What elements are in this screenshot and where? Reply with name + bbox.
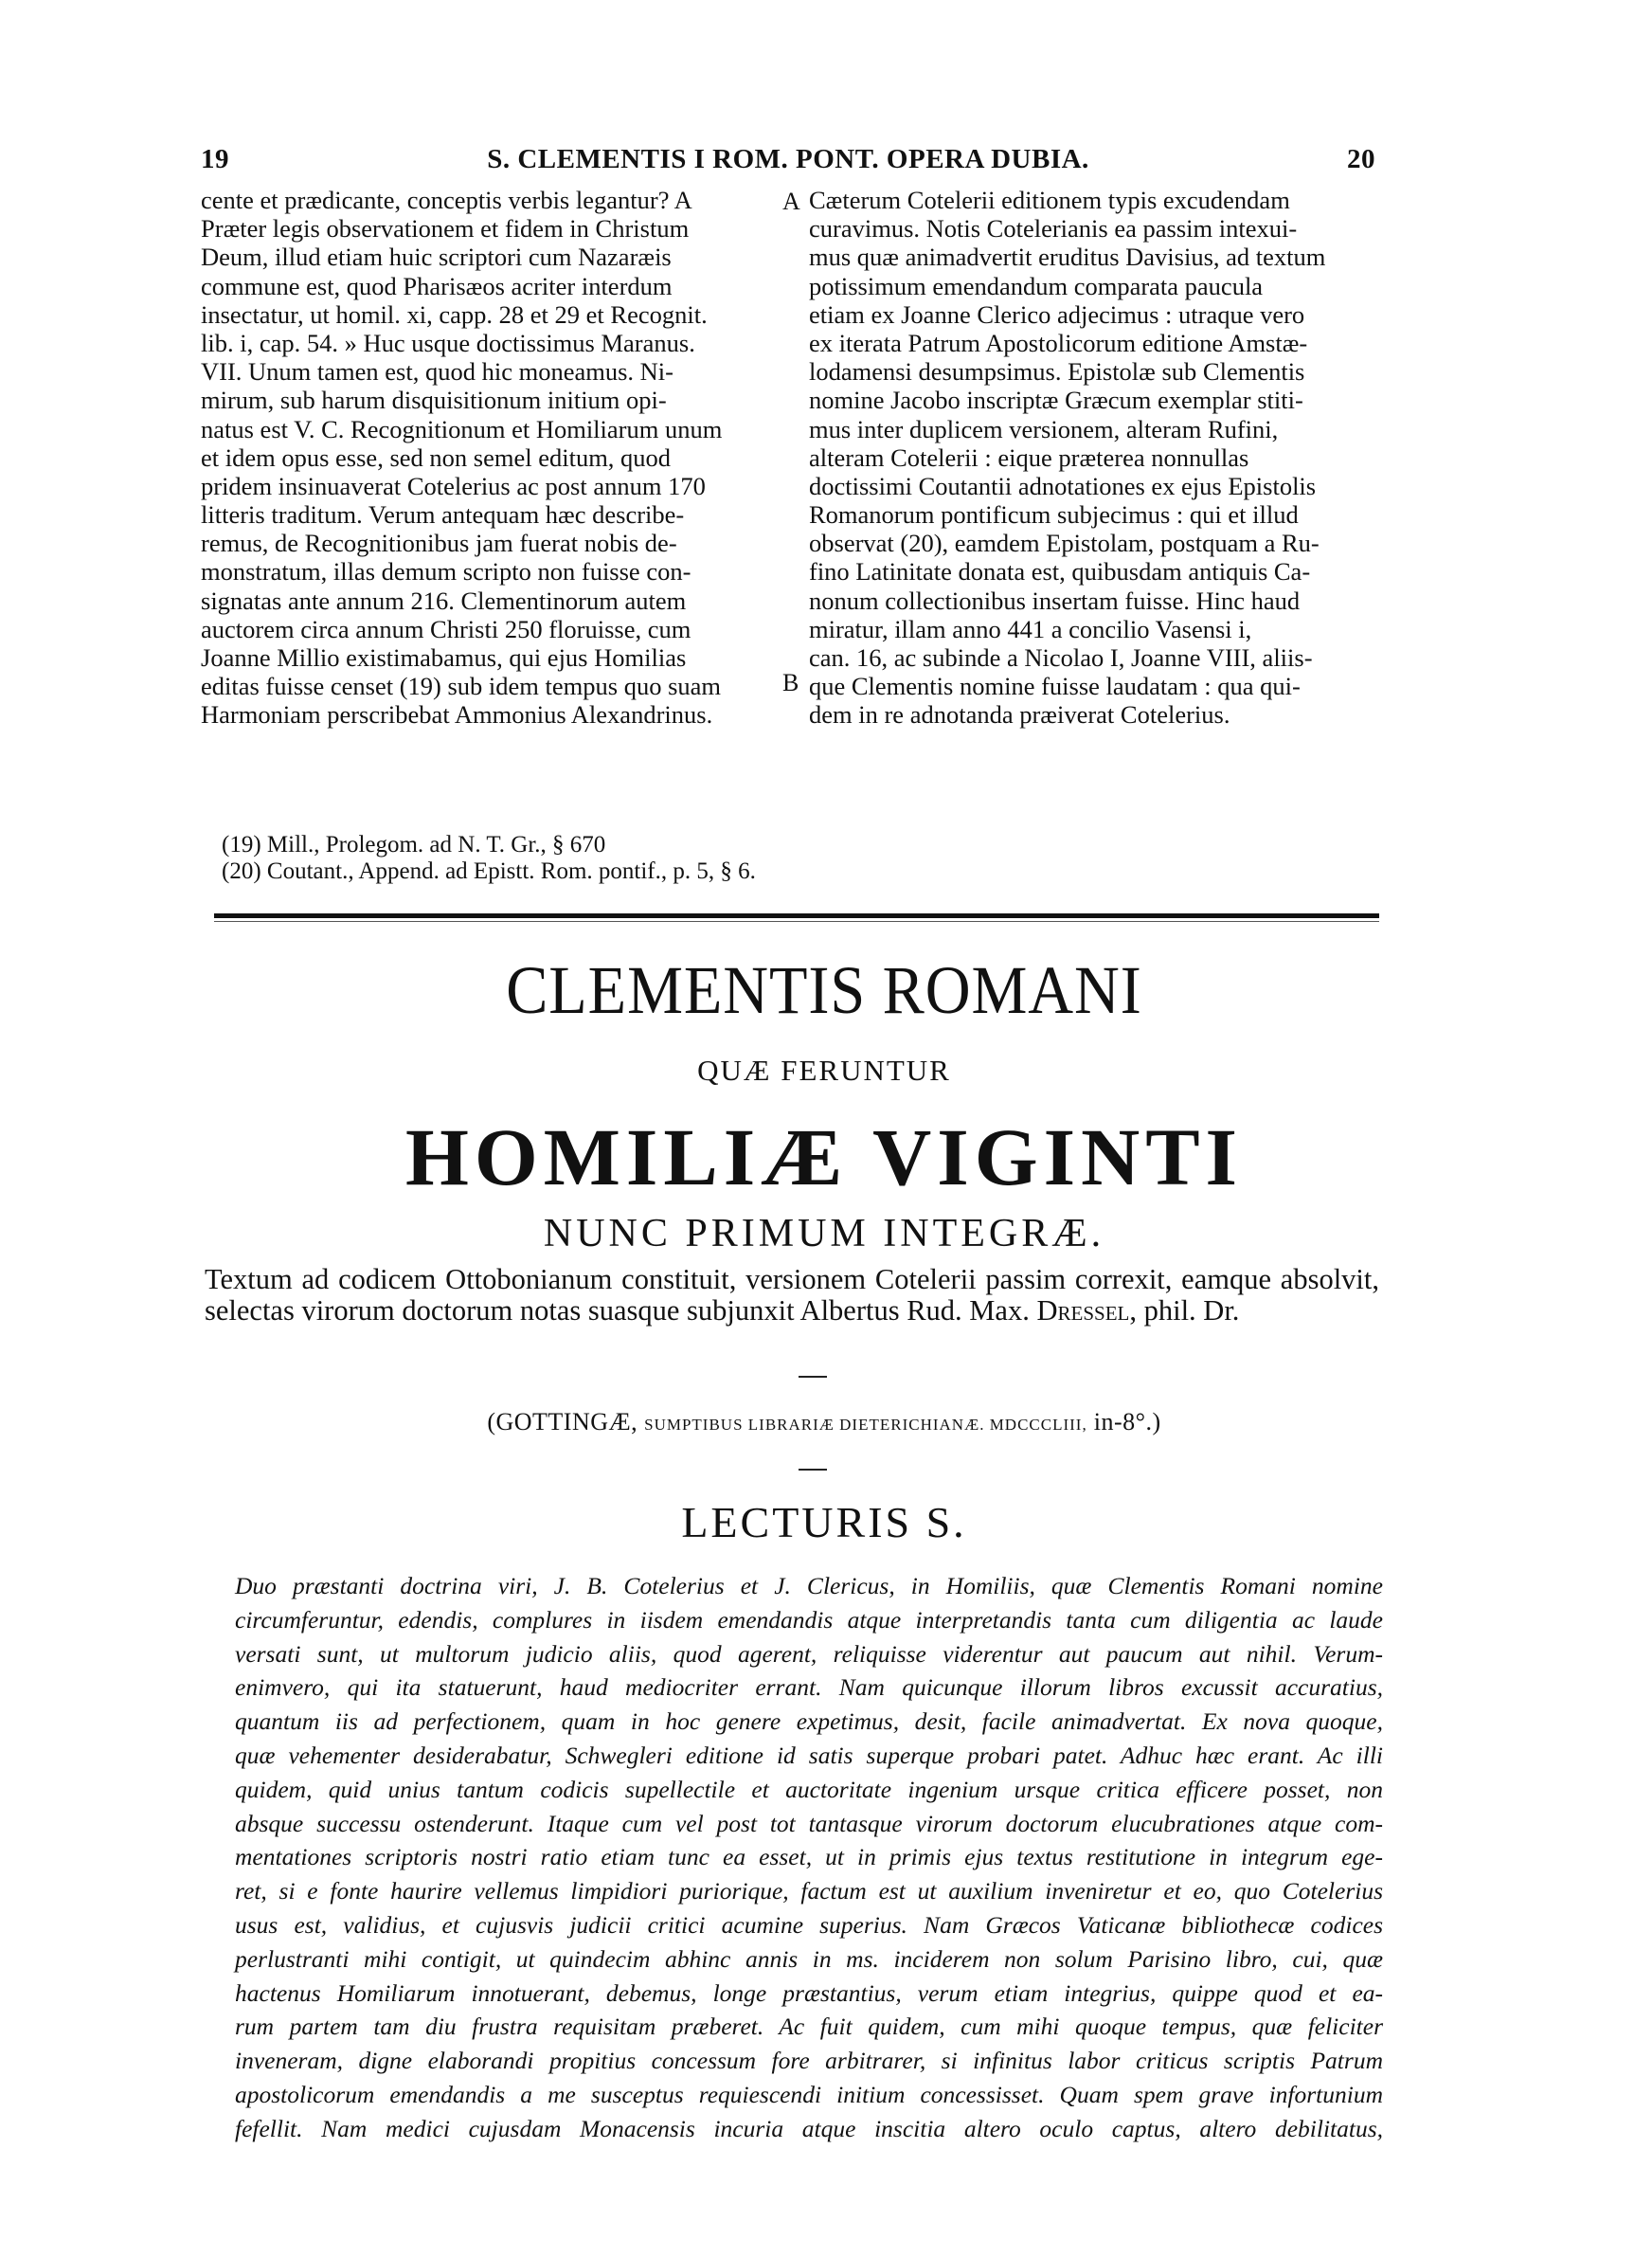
right-column-line: miratur, illam anno 441 a concilio Vasensi i,: [809, 614, 1252, 643]
left-column: [201, 186, 779, 730]
footnote: (19) Mill., Prolegom. ad N. T. Gr., § 670: [222, 832, 606, 858]
imprint-close: in-8°.): [1086, 1408, 1161, 1435]
left-column-line: natus est V. C. Recognitionum et Homiliarum unum: [201, 414, 723, 443]
nunc-title: NUNC PRIMUM INTEGRÆ.: [543, 1212, 1105, 1255]
preface-line: perlustranti mihi contigit, ut quindecim abhinc annis in ms. inciderem non solum Parisino libro, cui, quæ: [235, 1944, 1383, 1973]
footnote: (20) Coutant., Append. ad Epistt. Rom. pontif., p. 5, § 6.: [222, 858, 756, 884]
left-column-line: litteris traditum. Verum antequam hæc describe-: [201, 500, 685, 530]
preface-line: hactenus Homiliarum innotuerant, debemus, longe præstantius, verum etiam integrius, quippe quod et ea-: [235, 1978, 1383, 2007]
right-column-line: mus inter duplicem versionem, alteram Rufini,: [809, 414, 1279, 443]
left-page-number: 19: [201, 144, 229, 174]
left-column-line: editas fuisse censet (19) sub idem tempus quo suam: [201, 672, 722, 701]
right-column: [809, 186, 1387, 730]
preface-line: inveneram, digne elaborandi propitius concessum fore arbitrarer, si infinitus labor criticus scriptis Patrum: [235, 2047, 1383, 2075]
left-column-line: remus, de Recognitionibus jam fuerat nobis de-: [201, 529, 677, 558]
left-column-line: cente et prædicante, conceptis verbis legantur? A: [201, 186, 692, 214]
left-column-line: Præter legis observationem et fidem in Christum: [201, 214, 690, 244]
left-column-line: Deum, illud etiam huic scriptori cum Nazaræis: [201, 243, 672, 272]
left-column-line: monstratum, illas demum scripto non fuisse con-: [201, 557, 691, 587]
dash-divider: [799, 1469, 827, 1471]
right-column-line: lodamensi desumpsimus. Epistolæ sub Clementis: [809, 357, 1305, 387]
preface-line: enimvero, qui ita statuerunt, haud mediocriter errant. Nam quicunque illorum libros excussit accuratius,: [235, 1673, 1383, 1702]
column-marker-a: A: [782, 188, 800, 215]
right-column-line: ex iterata Patrum Apostolicorum editione Amstæ-: [809, 328, 1308, 357]
right-column-line: Cæterum Cotelerii editionem typis excudendam: [809, 186, 1290, 214]
preface-line: ret, si e fonte haurire vellemus limpidiori puriorique, factum est ut auxilium inveniretur et eo, quo Cotelerius: [235, 1877, 1383, 1905]
description-text: Textum ad codicem Ottobonianum constituit, versionem Cotelerii passim correxit, eamque absolvit, selectas virorum doctorum notas suasque subjunxit Albertus Rud. Max.: [205, 1263, 1379, 1327]
left-column-line: pridem insinuaverat Cotelerius ac post annum 170: [201, 471, 706, 500]
left-column-line: mirum, sub harum disquisitionum initium opi-: [201, 386, 667, 415]
footnotes: [222, 832, 756, 885]
left-column-line: Joanne Millio existimabamus, qui ejus Homilias: [201, 643, 687, 672]
left-column-line: et idem opus esse, sed non semel editum, quod: [201, 442, 672, 472]
right-column-line: Romanorum pontificum subjecimus : qui et illud: [809, 500, 1299, 530]
preface-line: fefellit. Nam medici cujusdam Monacensis incuria atque inscitia altero oculo captus, altero debilitatus,: [235, 2114, 1383, 2142]
sub-title: QUÆ FERUNTUR: [697, 1054, 951, 1087]
preface-line: rum partem tam diu frustra requisitam præberet. Ac fuit quidem, cum mihi quoque tempus, quæ feliciter: [235, 2013, 1383, 2041]
homilies-title: HOMILIÆ VIGINTI: [404, 1111, 1244, 1202]
imprint-publisher: SUMPTIBUS LIBRARIÆ DIETERICHIANÆ. MDCCCLIII,: [644, 1416, 1087, 1434]
preface-line: usus est, validius, et cujusvis judicii critici acumine superius. Nam Græcos Vaticanæ bibliothecæ codices: [235, 1910, 1383, 1939]
right-column-line: can. 16, ac subinde a Nicolao I, Joanne VIII, aliis-: [809, 643, 1313, 672]
preface-line: versati sunt, ut multorum judicio aliis, quod agerent, reliquisse viderentur aut paucum aut nihil. Verum-: [235, 1639, 1383, 1668]
imprint-open: (GOTTINGÆ,: [487, 1408, 645, 1435]
right-column-line: doctissimi Coutantii adnotationes ex ejus Epistolis: [809, 471, 1317, 500]
lecturis-heading: LECTURIS S.: [681, 1498, 967, 1546]
section-divider: [214, 913, 1379, 918]
preface-text: [235, 1569, 1383, 2146]
right-column-line: nomine Jacobo inscriptæ Græcum exemplar stiti-: [809, 386, 1303, 415]
main-title: CLEMENTIS ROMANI: [506, 952, 1142, 1028]
right-column-line: curavimus. Notis Cotelerianis ea passim intexui-: [809, 214, 1298, 244]
section-divider-thin: [214, 921, 1379, 922]
left-column-line: VII. Unum tamen est, quod hic moneamus. Ni-: [201, 357, 673, 387]
preface-line: Duo præstanti doctrina viri, J. B. Cotelerius et J. Clericus, in Homiliis, quæ Clementis Romani nomine: [235, 1572, 1383, 1599]
imprint: [189, 1408, 1459, 1436]
right-column-line: nonum collectionibus insertam fuisse. Hinc haud: [809, 586, 1301, 615]
right-column-line: etiam ex Joanne Clerico adjecimus : utraque vero: [809, 299, 1305, 329]
preface-line: mentationes scriptoris nostri ratio etiam tunc ea esset, ut in primis ejus textus restitutione in integrum ege-: [235, 1843, 1383, 1871]
right-column-line: mus quæ animadvertit eruditus Davisius, ad textum: [809, 243, 1326, 272]
preface-line: absque successu ostenderunt. Itaque cum vel post tot tantasque virorum doctorum elucubrationes atque com-: [235, 1809, 1383, 1837]
column-marker-b: B: [782, 669, 799, 696]
left-column-line: signatas ante annum 216. Clementinorum autem: [201, 586, 687, 615]
left-column-line: lib. i, cap. 54. » Huc usque doctissimus Maranus.: [201, 328, 695, 357]
right-column-line: alteram Cotelerii : eique præterea nonnullas: [809, 442, 1249, 472]
right-column-line: potissimum emendandum comparata paucula: [809, 271, 1264, 300]
preface-line: quæ vehementer desiderabatur, Schwegleri editione id satis superque probari patet. Adhuc hæc erant. Ac illi: [235, 1741, 1383, 1769]
description-end: , phil. Dr.: [1129, 1294, 1240, 1327]
preface-line: apostolicorum emendandis a me susceptus requiescendi initium concessisset. Quam spem grave infortunium: [235, 2080, 1383, 2108]
edition-description: [205, 1264, 1379, 1327]
left-column-line: commune est, quod Pharisæos acriter interdum: [201, 271, 673, 300]
right-column-line: dem in re adnotanda præiverat Cotelerius.: [809, 700, 1230, 730]
preface-line: quidem, quid unius tantum codicis supellectile et auctoritate ingenium ursque critica efficere posset, non: [235, 1775, 1383, 1803]
left-column-line: insectatur, ut homil. xi, capp. 28 et 29 et Recognit.: [201, 299, 708, 329]
dash-divider: [799, 1376, 827, 1378]
right-page-number: 20: [1347, 144, 1375, 174]
preface-line: quantum iis ad perfectionem, quam in hoc genere expetimus, desit, facile animadvertat. Ex nova quoque,: [235, 1707, 1383, 1736]
right-column-line: fino Latinitate donata est, quibusdam antiquis Ca-: [809, 557, 1311, 587]
running-head-title: S. CLEMENTIS I ROM. PONT. OPERA DUBIA.: [487, 144, 1089, 174]
preface-line: circumferuntur, edendis, complures in iisdem emendandis atque interpretandis tanta cum diligentia ac laude: [235, 1605, 1383, 1634]
right-column-line: que Clementis nomine fuisse laudatam : qua qui-: [809, 672, 1301, 701]
editor-name: Dressel: [1036, 1294, 1130, 1327]
left-column-line: Harmoniam perscribebat Ammonius Alexandrinus.: [201, 700, 713, 730]
right-column-line: observat (20), eamdem Epistolam, postquam a Ru-: [809, 529, 1320, 558]
left-column-line: auctorem circa annum Christi 250 floruisse, cum: [201, 614, 691, 643]
